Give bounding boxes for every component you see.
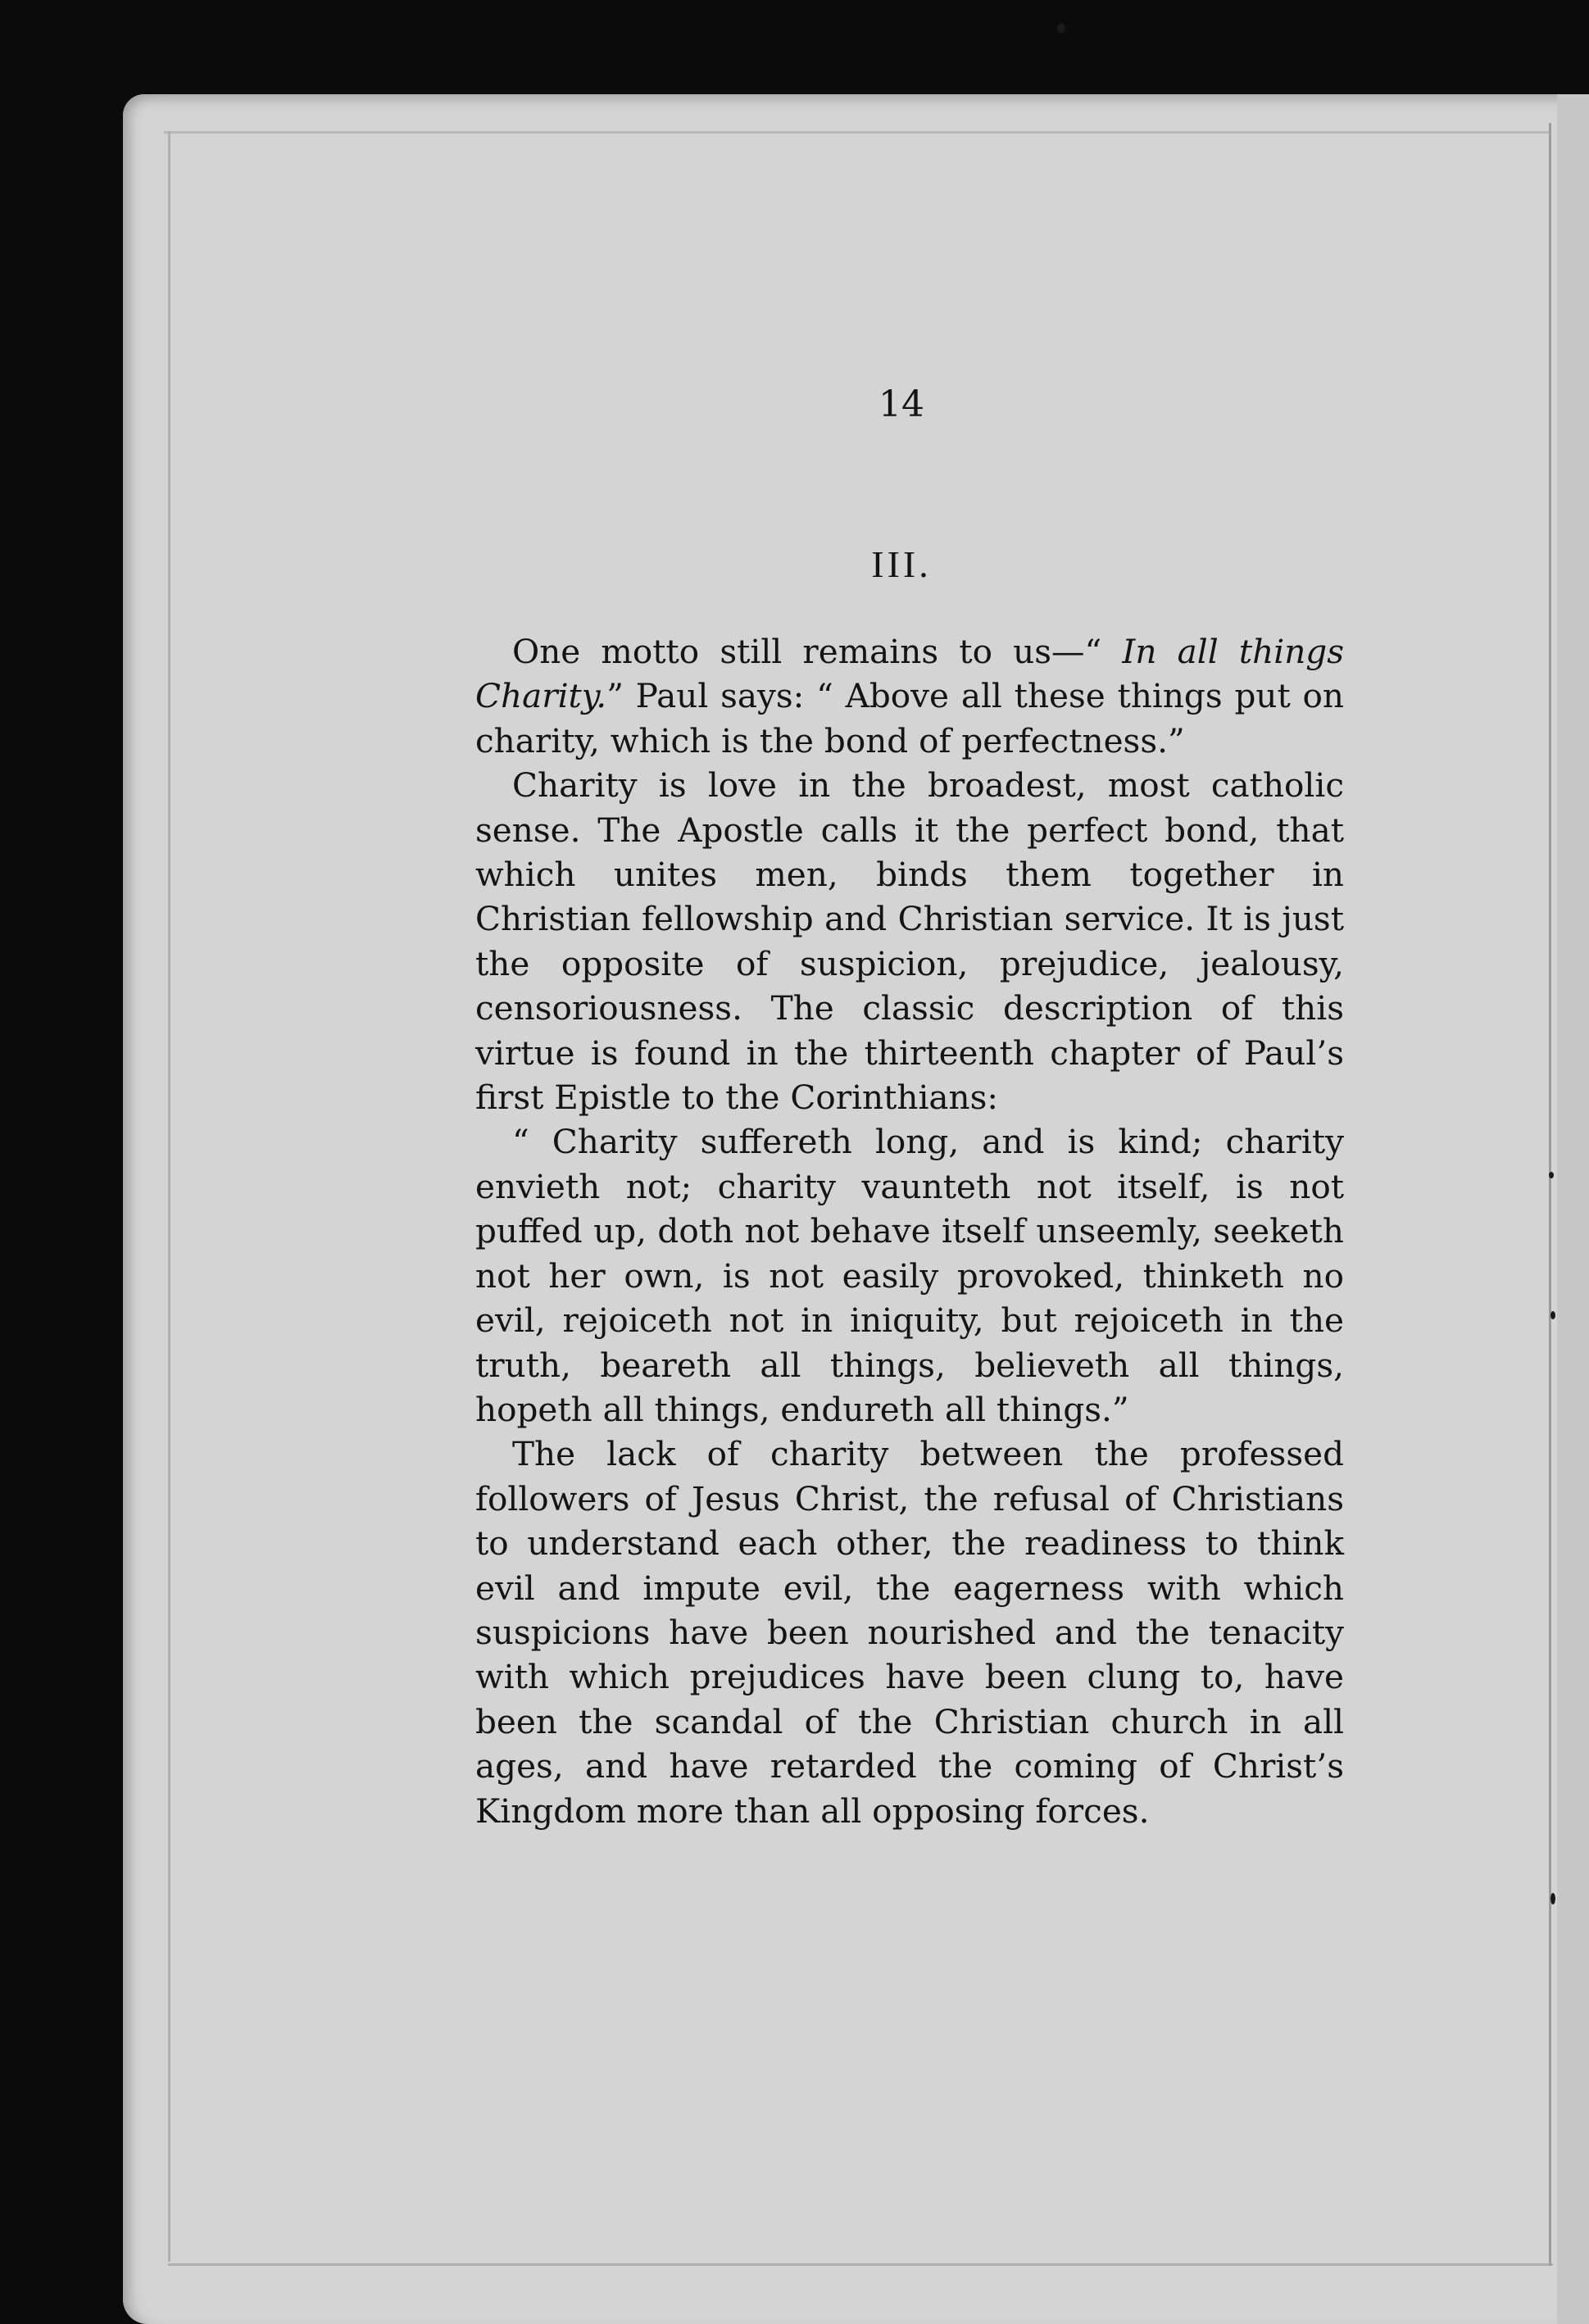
paragraph-charity-definition: Charity is love in the broadest, most catholic sense. The Apostle calls it the perfect bond, that which unites men, binds them together in Christian fellowship and Christian service. It is just the opposite of suspicion, prejudice, jealousy, censoriousness. The classic description of this virtue is found in the thirteenth chapter of Paul’s first Epistle to the Corinthians: [475, 765, 1344, 1118]
body-text [475, 629, 1344, 1833]
ink-speck [1550, 1311, 1555, 1319]
section-heading: III. [871, 543, 932, 585]
frame-line-bottom [168, 2263, 1553, 2266]
paragraph-lack-of-charity: The lack of charity between the professed followers of Jesus Christ, the refusal of Christians to understand each other, the readiness to think evil and impute evil, the eagerness with which suspicions have been nourished and the tenacity with which prejudices have been clung to, have been the scandal of the Christian church in all ages, and have retarded the coming of Christ’s Kingdom more than all opposing forces. [475, 1434, 1344, 1831]
motto-lead-in: One motto still remains to us—“ [512, 632, 1123, 671]
frame-line-left [168, 131, 170, 2262]
paragraph-corinthians-quote: “ Charity suffereth long, and is kind; charity envieth not; charity vaunteth not itself, is not puffed up, doth not behave itself unseemly, seeketh not her own, is not easily provoked, thinketh no evil, rejoiceth not in iniquity, but rejoiceth in the truth, beareth all things, believeth all things, hopeth all things, endureth all things.” [475, 1122, 1344, 1429]
paragraph-motto [475, 629, 1344, 763]
page-number: 14 [878, 384, 924, 425]
frame-line-right [1549, 123, 1551, 2266]
motto-continuation: ” Paul says: “ Above all these things put on charity, which is the bond of perfectness.” [475, 676, 1344, 760]
ink-speck [1549, 1172, 1554, 1178]
frame-line-top [164, 131, 1549, 134]
ink-speck [1550, 1893, 1555, 1904]
ink-speck [1057, 23, 1065, 33]
facing-page-edge [1557, 94, 1589, 2324]
motto-italic: In all things Charity. [475, 632, 1344, 716]
